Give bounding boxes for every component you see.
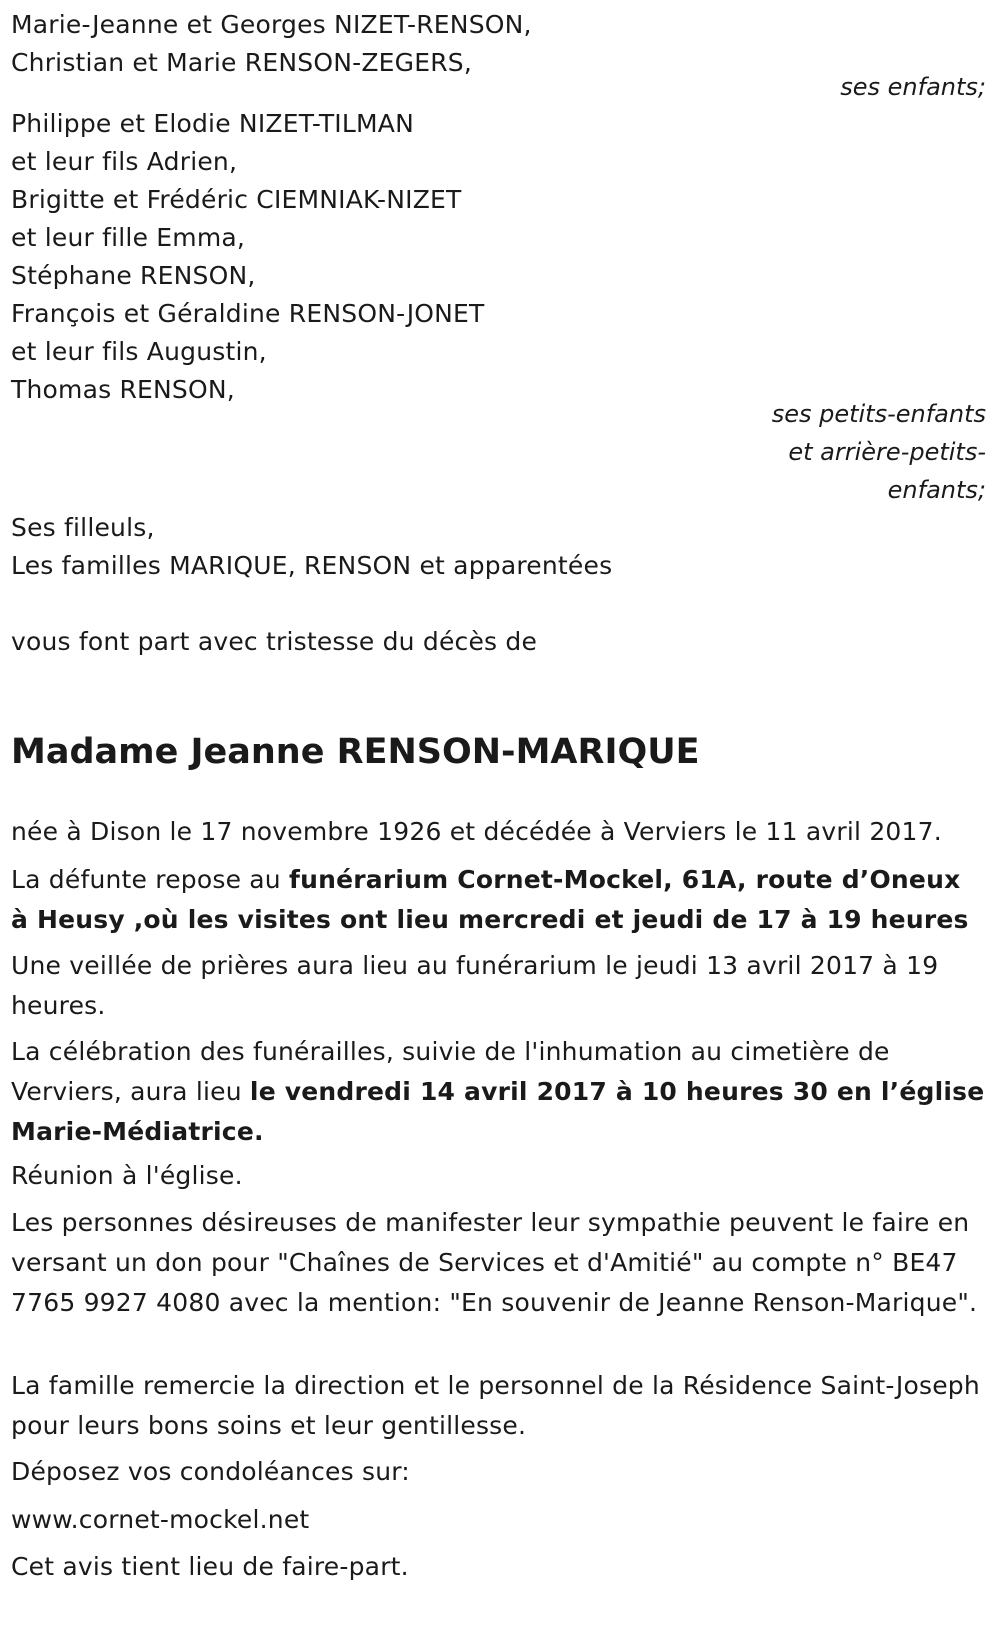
children-role: ses enfants; [840, 73, 986, 101]
children-line-2: Christian et Marie RENSON-ZEGERS, [11, 48, 472, 77]
rest-details: funérarium Cornet-Mockel, 61A, route d’Oneux à Heusy ,où les visites ont lieu mercredi et jeudi de 17 à 19 heures [11, 865, 969, 934]
others-line-1: Ses filleuls, [11, 513, 155, 542]
grandchildren-line-7: et leur fils Augustin, [11, 337, 267, 366]
funeral-paragraph [11, 1032, 986, 1152]
grandchildren-line-3: Brigitte et Frédéric CIEMNIAK-NIZET [11, 185, 462, 214]
website-link[interactable]: www.cornet-mockel.net [11, 1505, 310, 1534]
intro-text: vous font part avec tristesse du décès de [11, 627, 538, 656]
children-line-1: Marie-Jeanne et Georges NIZET-RENSON, [11, 10, 532, 39]
birth-death-text: née à Dison le 17 novembre 1926 et décédée à Verviers le 11 avril 2017. [11, 817, 942, 846]
others-line-2: Les familles MARIQUE, RENSON et apparentées [11, 551, 613, 580]
grandchildren-role-1: ses petits-enfants [771, 400, 986, 428]
grandchildren-line-8: Thomas RENSON, [11, 375, 235, 404]
condolences-label: Déposez vos condoléances sur: [11, 1457, 410, 1486]
rest-paragraph [11, 860, 986, 940]
grandchildren-line-2: et leur fils Adrien, [11, 147, 238, 176]
grandchildren-line-1: Philippe et Elodie NIZET-TILMAN [11, 109, 414, 138]
grandchildren-line-5: Stéphane RENSON, [11, 261, 256, 290]
deceased-name: Madame Jeanne RENSON-MARIQUE [11, 732, 700, 772]
rest-prefix: La défunte repose au [11, 865, 290, 894]
donation-paragraph: Les personnes désireuses de manifester leur sympathie peuvent le faire en versant un don pour "Chaînes de Services et d'Amitié" au compte n° BE47 7765 9927 4080 avec la mention: "En souvenir de Jeanne Renson-Marique". [11, 1208, 978, 1317]
grandchildren-line-4: et leur fille Emma, [11, 223, 246, 252]
funeral-prefix: La célébration des funérailles, suivie de l'inhumation au cimetière de Verviers, aura lieu [11, 1037, 890, 1106]
closing-text: Cet avis tient lieu de faire-part. [11, 1552, 409, 1581]
funeral-details: le vendredi 14 avril 2017 à 10 heures 30 en l’église Marie-Médiatrice. [11, 1077, 985, 1146]
meeting-text: Réunion à l'église. [11, 1161, 243, 1190]
vigil-paragraph: Une veillée de prières aura lieu au funérarium le jeudi 13 avril 2017 à 19 heures. [11, 951, 939, 1020]
grandchildren-role-3: enfants; [887, 476, 986, 504]
thanks-paragraph: La famille remercie la direction et le personnel de la Résidence Saint-Joseph pour leurs bons soins et leur gentillesse. [11, 1371, 980, 1440]
grandchildren-line-6: François et Géraldine RENSON-JONET [11, 299, 485, 328]
grandchildren-role-2: et arrière-petits- [788, 438, 986, 466]
